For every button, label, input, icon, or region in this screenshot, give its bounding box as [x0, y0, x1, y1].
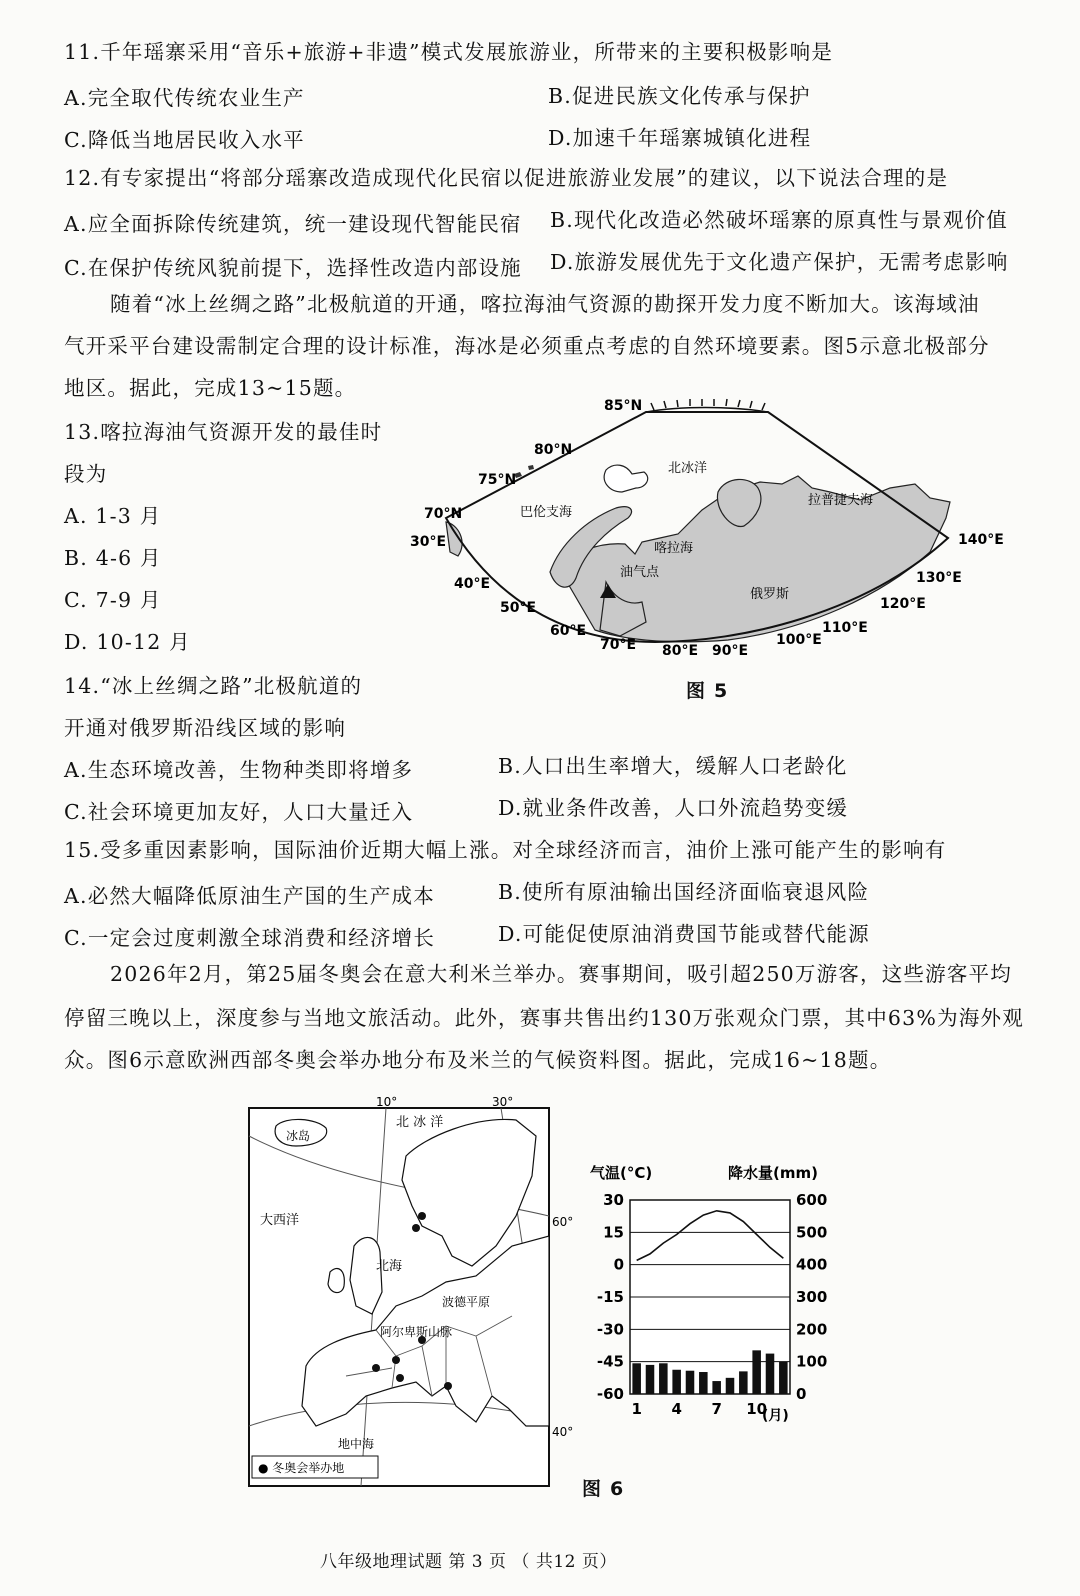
chart-left-axis-title: 气温(°C) [590, 1164, 653, 1182]
chart-right-tick-label: 0 [796, 1385, 807, 1403]
host-dot [418, 1212, 426, 1220]
q12-option-d: D.旅游发展优先于文化遗产保护，无需考虑影响 [550, 250, 1009, 274]
q14-option-a: A.生态环境改善，生物种类即将增多 [64, 758, 414, 782]
intro1-line3: 地区。据此，完成13~15题。 [64, 376, 357, 400]
chart-precip-bar [779, 1362, 788, 1394]
q12-option-c: C.在保护传统风貌前提下，选择性改造内部设施 [64, 256, 522, 280]
q15-stem: 15.受多重因素影响，国际油价近期大幅上涨。对全球经济而言，油价上涨可能产生的影响有 [64, 838, 947, 862]
q13-stem-line2: 段为 [64, 462, 108, 486]
q11-option-a: A.完全取代传统农业生产 [64, 86, 305, 110]
figure-6-europe-map [246, 1096, 576, 1490]
label-lat60: 60° [552, 1215, 574, 1229]
figure-5-caption: 图 5 [686, 680, 729, 702]
chart-precip-bar [712, 1381, 721, 1394]
chart-left-tick-label: -15 [596, 1288, 624, 1306]
q15-option-d: D.可能促使原油消费国节能或替代能源 [498, 922, 870, 946]
chart-precip-bar [752, 1350, 761, 1394]
host-dot [444, 1382, 452, 1390]
chart-precip-bar [726, 1378, 735, 1394]
franz-josef-land [604, 465, 648, 492]
q13-option-b: B. 4-6 月 [64, 546, 162, 570]
q14-option-d: D.就业条件改善，人口外流趋势变缓 [498, 796, 849, 820]
chart-precip-bar [686, 1371, 695, 1394]
q13-option-d: D. 10-12 月 [64, 630, 191, 654]
chart-precip-bar [646, 1365, 655, 1394]
label-med: 地中海 [338, 1437, 375, 1451]
label-iceland: 冰岛 [286, 1129, 311, 1143]
q14-stem-line2: 开通对俄罗斯沿线区域的影响 [64, 716, 347, 740]
q14-stem-line1: 14.“冰上丝绸之路”北极航道的 [64, 674, 363, 698]
q13-option-a: A. 1-3 月 [64, 504, 162, 528]
chart-right-tick-label: 200 [796, 1320, 828, 1339]
chart-precip-bar [632, 1363, 641, 1394]
q15-option-b: B.使所有原油输出国经济面临衰退风险 [498, 880, 870, 904]
chart-precip-bar [659, 1363, 668, 1394]
label-90e: 90°E [712, 643, 749, 659]
label-kara-sea: 喀拉海 [654, 541, 694, 556]
chart-right-tick-label: 300 [796, 1288, 828, 1306]
label-atlantic: 大西洋 [260, 1213, 300, 1228]
chart-precip-bar [672, 1370, 681, 1394]
q11-option-b: B.促进民族文化传承与保护 [548, 84, 811, 108]
figure-6-caption: 图 6 [582, 1478, 625, 1500]
q11-stem: 11.千年瑶寨采用“音乐+旅游+非遗”模式发展旅游业，所带来的主要积极影响是 [64, 40, 834, 64]
host-dot [392, 1356, 400, 1364]
chart-x-axis-unit: (月) [762, 1408, 789, 1424]
figure-6-climate-chart [586, 1160, 846, 1430]
label-russia: 俄罗斯 [750, 587, 790, 602]
label-lat40: 40° [552, 1425, 574, 1439]
chart-precip-bar [766, 1354, 775, 1394]
label-lon30: 30° [492, 1096, 514, 1109]
q14-option-b: B.人口出生率增大，缓解人口老龄化 [498, 754, 848, 778]
q12-stem: 12.有专家提出“将部分瑶寨改造成现代化民宿以促进旅游业发展”的建议，以下说法合理的是 [64, 166, 949, 190]
q15-option-a: A.必然大幅降低原油生产国的生产成本 [64, 884, 435, 908]
host-dot [372, 1364, 380, 1372]
page-footer: 八年级地理试题 第 3 页 （ 共12 页） [320, 1552, 617, 1572]
chart-x-tick-label: 7 [711, 1400, 722, 1418]
q12-option-b: B.现代化改造必然破坏瑶寨的原真性与景观价值 [550, 208, 1008, 232]
label-100e: 100°E [776, 632, 822, 648]
chart-left-tick-label: 0 [613, 1255, 624, 1274]
label-gas-point: 油气点 [620, 565, 660, 580]
intro1-line2: 气开采平台建设需制定合理的设计标准，海冰是必须重点考虑的自然环境要素。图5示意北极部分 [64, 334, 990, 358]
chart-left-tick-label: -30 [596, 1320, 624, 1339]
label-50e: 50°E [500, 600, 537, 616]
host-dot [396, 1374, 404, 1382]
chart-right-axis-title: 降水量(mm) [728, 1164, 818, 1182]
label-80e: 80°E [662, 643, 699, 659]
chart-left-tick-label: 30 [603, 1191, 624, 1209]
q14-option-c: C.社会环境更加友好，人口大量迁入 [64, 800, 414, 824]
chart-left-tick-label: -60 [596, 1385, 624, 1403]
chart-x-tick-label: 10 [746, 1400, 768, 1418]
label-barents-sea: 巴伦支海 [520, 505, 573, 520]
label-85n: 85°N [604, 398, 643, 414]
label-120e: 120°E [880, 596, 926, 612]
q12-option-a: A.应全面拆除传统建筑，统一建设现代智能民宿 [64, 212, 522, 236]
legend-text: ● 冬奥会举办地 [258, 1461, 345, 1475]
q15-option-c: C.一定会过度刺激全球消费和经济增长 [64, 926, 436, 950]
label-70n: 70°N [424, 506, 463, 522]
chart-x-tick-label: 4 [671, 1400, 682, 1418]
intro2-line2: 停留三晚以上，深度参与当地文旅活动。此外，赛事共售出约130万张观众门票，其中63%为海外观 [64, 1006, 1024, 1030]
intro2-line3: 众。图6示意欧洲西部冬奥会举办地分布及米兰的气候资料图。据此，完成16~18题。 [64, 1048, 892, 1072]
intro2-line1: 2026年2月，第25届冬奥会在意大利米兰举办。赛事期间，吸引超250万游客，这些游客平均 [110, 962, 1012, 986]
q13-stem-line1: 13.喀拉海油气资源开发的最佳时 [64, 420, 383, 444]
label-75n: 75°N [478, 472, 517, 488]
label-130e: 130°E [916, 570, 962, 586]
label-60e: 60°E [550, 623, 587, 639]
q11-option-d: D.加速千年瑶寨城镇化进程 [548, 126, 812, 150]
label-80n: 80°N [534, 442, 573, 458]
q13-option-c: C. 7-9 月 [64, 588, 162, 612]
label-140e: 140°E [958, 532, 1004, 548]
label-arctic: 北 冰 洋 [396, 1115, 444, 1130]
q11-option-c: C.降低当地居民收入水平 [64, 128, 305, 152]
label-poland-plain: 波德平原 [442, 1295, 491, 1309]
chart-right-tick-label: 600 [796, 1191, 828, 1209]
chart-right-tick-label: 400 [796, 1255, 828, 1274]
label-40e: 40°E [454, 576, 491, 592]
label-lon10: 10° [376, 1096, 398, 1109]
ice-edge-ticks [646, 399, 768, 412]
chart-left-tick-label: 15 [603, 1223, 624, 1242]
chart-right-tick-label: 100 [796, 1352, 828, 1371]
chart-left-tick-label: -45 [596, 1352, 624, 1371]
chart-precip-bar [699, 1372, 708, 1394]
label-alps: 阿尔卑斯山脉 [380, 1325, 453, 1339]
label-30e: 30°E [410, 534, 447, 550]
chart-x-tick-label: 1 [631, 1400, 642, 1418]
label-north-sea: 北海 [376, 1259, 403, 1274]
label-70e: 70°E [600, 637, 637, 653]
figure-5-arctic-map [410, 392, 1010, 682]
chart-precip-bar [739, 1371, 748, 1394]
chart-right-tick-label: 500 [796, 1223, 828, 1242]
intro1-line1: 随着“冰上丝绸之路”北极航道的开通，喀拉海油气资源的勘探开发力度不断加大。该海域油 [110, 292, 980, 316]
host-dot [412, 1224, 420, 1232]
label-arctic-ocean: 北冰洋 [668, 461, 708, 476]
label-laptev-sea: 拉普捷夫海 [808, 493, 874, 508]
label-110e: 110°E [822, 620, 868, 636]
